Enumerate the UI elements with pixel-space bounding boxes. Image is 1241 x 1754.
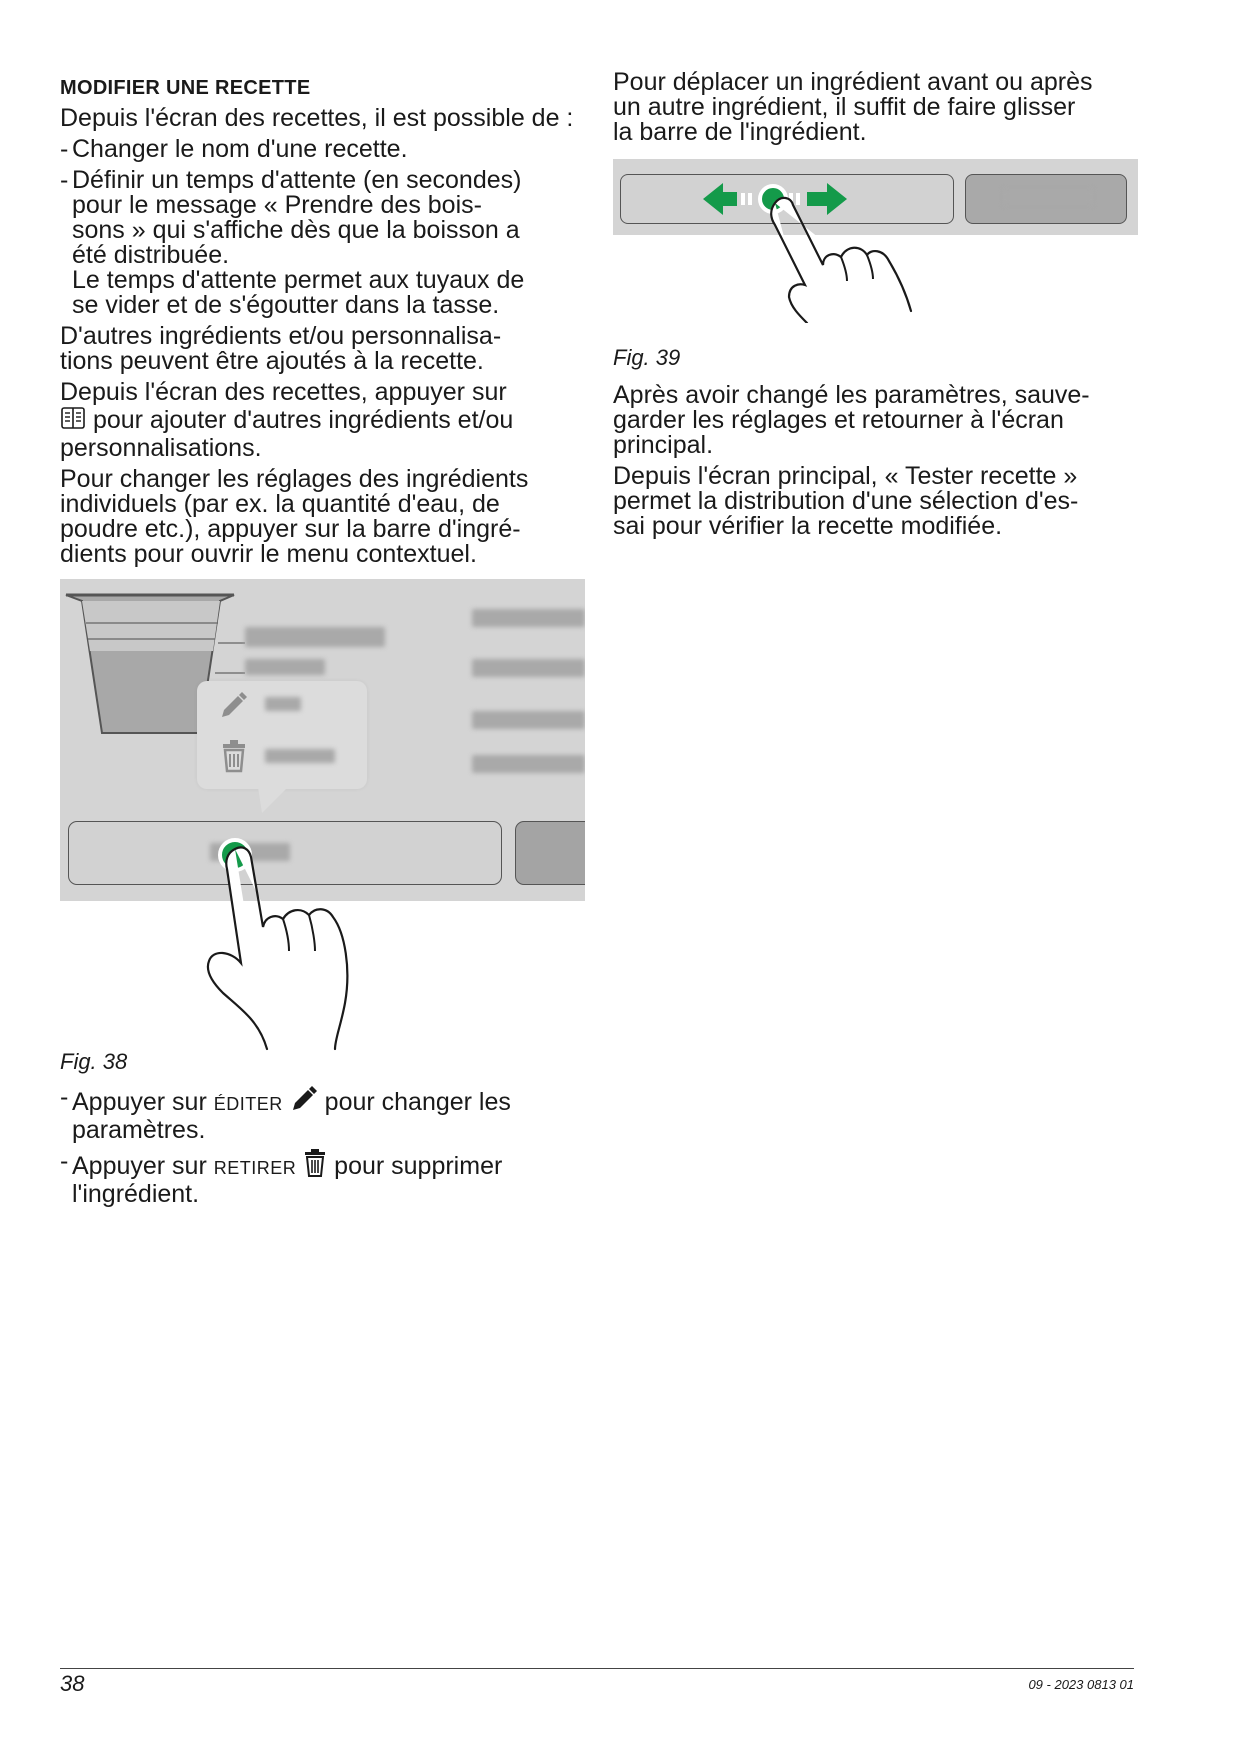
bullet-rename-text: Changer le nom d'une recette.: [72, 135, 408, 163]
pencil-icon[interactable]: [218, 691, 248, 721]
footer-divider: [60, 1668, 1134, 1669]
para-add-ingredients: Depuis l'écran des recettes, appuyer sur pour ajouter d'autres ingrédients et/ou personnalisations.: [60, 378, 514, 462]
edit-keyword: ÉDITER: [213, 1094, 283, 1114]
blurred-edit-label: [265, 697, 301, 711]
hand-pointer-icon: [205, 843, 365, 1053]
para-change-settings: Pour changer les réglages des ingrédients individuels (par ex. la quantité d'eau, de poudre etc.), appuyer sur la barre d'ingré- dients pour ouvrir le menu contextuel.: [60, 465, 529, 568]
bullet-wait-line-1: Définir un temps d'attente (en secondes): [72, 166, 522, 194]
blurred-label-1: [245, 627, 385, 647]
right-column: [613, 70, 1138, 545]
fig-39-caption: Fig. 39: [613, 345, 681, 370]
context-menu-pointer: [258, 787, 298, 817]
page-number: 38: [60, 1671, 85, 1696]
intro-text: Depuis l'écran des recettes, il est possible de :: [60, 104, 574, 132]
bullet-wait-line-5: Le temps d'attente permet aux tuyaux de: [72, 266, 525, 294]
blurred-remove-label: [265, 749, 335, 763]
para-move-ingredient: Pour déplacer un ingrédient avant ou après un autre ingrédient, il suffit de faire glisser la barre de l'ingrédient.: [613, 68, 1093, 146]
bullet-rename: - Changer le nom d'une recette.: [60, 135, 408, 163]
bullet-wait-line-4: été distribuée.: [72, 241, 230, 269]
bullet-wait-line-3: sons » qui s'affiche dès que la boisson a: [72, 216, 520, 244]
next-ingredient-bar[interactable]: [515, 821, 585, 885]
bullet-wait-line-6: se vider et de s'égoutter dans la tasse.: [72, 291, 500, 319]
bullet-remove: - Appuyer sur RETIRER pour supprimer l'ingrédient.: [60, 1147, 503, 1208]
bullet-wait-line-2: pour le message « Prendre des bois-: [72, 191, 482, 219]
fig-38-caption: Fig. 38: [60, 1049, 128, 1074]
left-column: [60, 70, 585, 1213]
trash-icon[interactable]: [220, 739, 248, 773]
remove-keyword: RETIRER: [213, 1158, 297, 1178]
document-code: 09 - 2023 0813 01: [1028, 1677, 1134, 1692]
bullet-wait-time: - Définir un temps d'attente (en secondes) pour le message « Prendre des bois- sons » qui s'affiche dès que la boisson a été distribuée. Le temps d'attente permet aux tuyaux de se vider et de s'égoutter dans la tasse.: [60, 168, 585, 318]
blurred-label-2: [245, 659, 325, 675]
blurred-label-5: [472, 711, 585, 729]
blurred-label-6: [472, 755, 585, 773]
para-test-recipe: Depuis l'écran principal, « Tester recette » permet la distribution d'une sélection d'es- sai pour vérifier la recette modifiée.: [613, 462, 1079, 540]
bullet-edit: - Appuyer sur ÉDITER pour changer les paramètres.: [60, 1083, 511, 1144]
recipe-book-icon: [60, 405, 86, 436]
trash-icon: [303, 1149, 327, 1182]
blurred-label-3: [472, 609, 585, 627]
blurred-label-4: [472, 659, 585, 677]
hand-pointer-icon: [761, 193, 931, 323]
blurred-next-label: [1003, 189, 1093, 205]
para-save-settings: Après avoir changé les paramètres, sauve- garder les réglages et retourner à l'écran principal.: [613, 381, 1090, 459]
section-heading: MODIFIER UNE RECETTE: [60, 77, 311, 99]
para-other-ingredients: D'autres ingrédients et/ou personnalisa- tions peuvent être ajoutés à la recette.: [60, 322, 502, 375]
pencil-icon: [290, 1085, 318, 1118]
